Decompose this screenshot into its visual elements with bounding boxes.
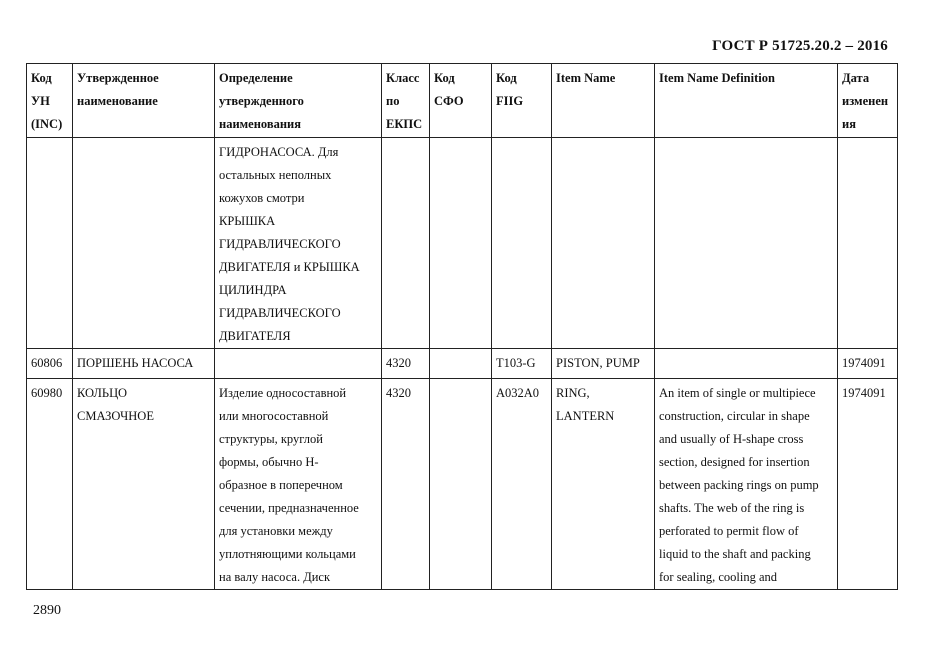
cell-approved-name: КОЛЬЦО СМАЗОЧНОЕ — [73, 379, 215, 590]
cell-change-date: 1974091 — [838, 349, 898, 379]
header-cell-item-name: Item Name — [552, 64, 655, 138]
cell-definition — [215, 349, 382, 379]
table-row — [27, 138, 898, 349]
cell-item-name: PISTON, PUMP — [552, 349, 655, 379]
table-row — [27, 349, 898, 379]
cell-sfo-code — [430, 379, 492, 590]
cell-approved-name — [73, 138, 215, 349]
cell-change-date: 1974091 — [838, 379, 898, 590]
cell-ekps-class — [382, 138, 430, 349]
cell-fiig-code — [492, 138, 552, 349]
header-cell-approved-name: Утвержденное наименование — [73, 64, 215, 138]
header-cell-sfo-code: Код СФО — [430, 64, 492, 138]
table-header-row — [27, 64, 898, 138]
cell-item-name-definition: An item of single or multipiece construction, circular in shape and usually of H-shape cross section, designed for insertion between packing rings on pump shafts. The web of the ring is perforated to permit flow of liquid to the shaft and packing for sealing, cooling and — [655, 379, 838, 590]
header-cell-change-date: Дата изменен ия — [838, 64, 898, 138]
cell-sfo-code — [430, 138, 492, 349]
data-table — [26, 63, 898, 590]
cell-item-name — [552, 138, 655, 349]
cell-item-name: RING, LANTERN — [552, 379, 655, 590]
header-cell-code-un: Код УН (INC) — [27, 64, 73, 138]
cell-item-name-definition — [655, 349, 838, 379]
table-row — [27, 379, 898, 590]
cell-ekps-class: 4320 — [382, 349, 430, 379]
header-cell-ekps-class: Класс по ЕКПС — [382, 64, 430, 138]
cell-code-un: 60806 — [27, 349, 73, 379]
page-number: 2890 — [33, 603, 61, 618]
header-cell-definition: Определение утвержденного наименования — [215, 64, 382, 138]
cell-change-date — [838, 138, 898, 349]
cell-approved-name: ПОРШЕНЬ НАСОСА — [73, 349, 215, 379]
cell-ekps-class: 4320 — [382, 379, 430, 590]
header-cell-fiig-code: Код FIIG — [492, 64, 552, 138]
header-cell-item-name-definition: Item Name Definition — [655, 64, 838, 138]
cell-definition: Изделие односоставной или многосоставной структуры, круглой формы, обычно Н- образное в поперечном сечении, предназначенное для установки между уплотняющими кольцами на валу насоса. Диск — [215, 379, 382, 590]
cell-code-un: 60980 — [27, 379, 73, 590]
document-standard-title: ГОСТ Р 51725.20.2 – 2016 — [712, 38, 888, 54]
cell-sfo-code — [430, 349, 492, 379]
cell-fiig-code: T103-G — [492, 349, 552, 379]
cell-fiig-code: A032A0 — [492, 379, 552, 590]
cell-definition: ГИДРОНАСОСА. Для остальных неполных кожухов смотри КРЫШКА ГИДРАВЛИЧЕСКОГО ДВИГАТЕЛЯ и КРЫШКА ЦИЛИНДРА ГИДРАВЛИЧЕСКОГО ДВИГАТЕЛЯ — [215, 138, 382, 349]
cell-item-name-definition — [655, 138, 838, 349]
cell-code-un — [27, 138, 73, 349]
